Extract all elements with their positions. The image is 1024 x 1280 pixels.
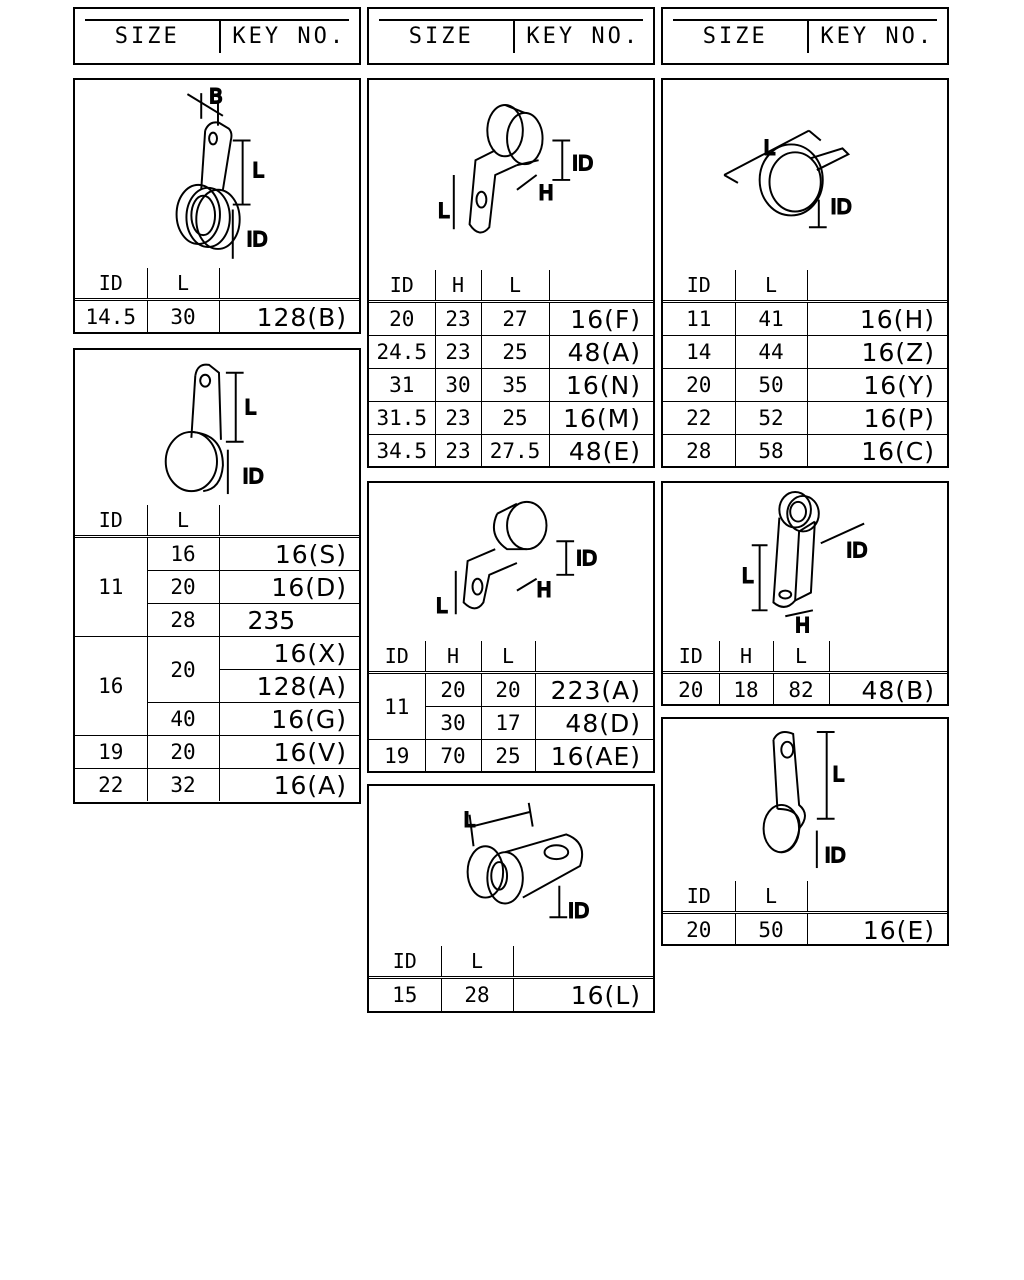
clamp-g-drawing bbox=[663, 483, 947, 641]
size-cell bbox=[219, 505, 359, 537]
size-cell: 24.5 bbox=[369, 336, 435, 369]
dim-id-label: ID bbox=[846, 539, 868, 563]
size-cell: 16 bbox=[75, 637, 147, 736]
size-cell: 44 bbox=[735, 336, 807, 369]
key-no-header: KEY NO. bbox=[820, 23, 935, 49]
size-cell: L bbox=[735, 881, 807, 913]
size-cell: 31.5 bbox=[369, 402, 435, 435]
key-no-cell: 16(V) bbox=[219, 736, 359, 769]
size-cell: 31 bbox=[369, 369, 435, 402]
size-cell: 20 bbox=[663, 673, 719, 707]
table-row bbox=[663, 402, 947, 435]
dim-id-label: ID bbox=[824, 844, 846, 868]
clamp-a-panel bbox=[73, 78, 361, 334]
table-row bbox=[663, 336, 947, 369]
dim-id-label: ID bbox=[568, 899, 590, 923]
clamp-c-table bbox=[369, 270, 653, 467]
size-cell: 11 bbox=[369, 673, 425, 740]
size-cell: 16 bbox=[147, 537, 219, 571]
size-cell: 22 bbox=[663, 402, 735, 435]
dim-id-label: ID bbox=[830, 195, 852, 219]
key-no-cell: 235 bbox=[219, 604, 359, 637]
size-cell bbox=[219, 268, 359, 300]
table-row bbox=[75, 300, 359, 334]
size-cell: H bbox=[719, 641, 773, 673]
size-cell: 27 bbox=[481, 302, 549, 336]
size-cell: 70 bbox=[425, 740, 481, 773]
size-cell: 50 bbox=[735, 913, 807, 947]
size-cell: 14.5 bbox=[75, 300, 147, 334]
key-no-cell: 16(F) bbox=[549, 302, 653, 336]
key-no-cell: 16(G) bbox=[219, 703, 359, 736]
size-cell: 22 bbox=[75, 769, 147, 802]
table-row bbox=[369, 978, 653, 1012]
size-cell: ID bbox=[663, 641, 719, 673]
key-no-header: KEY NO. bbox=[526, 23, 641, 49]
size-cell: L bbox=[481, 641, 535, 673]
size-cell: 35 bbox=[481, 369, 549, 402]
size-cell: 34.5 bbox=[369, 435, 435, 468]
table-row bbox=[663, 913, 947, 947]
clamp-a-drawing bbox=[75, 80, 359, 268]
table-row bbox=[369, 435, 653, 468]
table-row bbox=[663, 302, 947, 336]
table-row bbox=[369, 369, 653, 402]
key-no-cell: 48(D) bbox=[535, 707, 653, 740]
dim-id-label: ID bbox=[576, 546, 598, 570]
dim-b-label: B bbox=[209, 85, 223, 108]
size-cell bbox=[549, 270, 653, 302]
table-row bbox=[369, 740, 653, 773]
key-no-header: KEY NO. bbox=[232, 23, 347, 49]
size-cell: 58 bbox=[735, 435, 807, 468]
clamp-a-table bbox=[75, 268, 359, 333]
size-cell bbox=[513, 946, 653, 978]
size-cell: ID bbox=[663, 270, 735, 302]
table-row bbox=[369, 402, 653, 435]
header-col-1 bbox=[73, 7, 361, 65]
key-no-cell: 16(P) bbox=[807, 402, 947, 435]
size-cell: 20 bbox=[147, 571, 219, 604]
dim-h-label: H bbox=[536, 578, 552, 602]
size-cell: 20 bbox=[369, 302, 435, 336]
clamp-e-table bbox=[369, 946, 653, 1011]
size-cell: H bbox=[425, 641, 481, 673]
size-cell: 25 bbox=[481, 336, 549, 369]
size-cell: 23 bbox=[435, 435, 481, 468]
size-cell: 11 bbox=[75, 537, 147, 637]
table-row bbox=[75, 736, 359, 769]
clamp-g-panel bbox=[661, 481, 949, 706]
key-no-cell: 48(A) bbox=[549, 336, 653, 369]
size-cell: 82 bbox=[773, 673, 829, 707]
table-row bbox=[369, 336, 653, 369]
key-no-cell: 16(D) bbox=[219, 571, 359, 604]
size-cell bbox=[807, 270, 947, 302]
size-header: SIZE bbox=[114, 23, 180, 49]
key-no-cell: 16(M) bbox=[549, 402, 653, 435]
size-cell: L bbox=[735, 270, 807, 302]
size-cell bbox=[535, 641, 653, 673]
key-no-cell: 16(Z) bbox=[807, 336, 947, 369]
size-cell: 20 bbox=[481, 673, 535, 707]
key-no-cell: 16(C) bbox=[807, 435, 947, 468]
size-cell: 28 bbox=[441, 978, 513, 1012]
size-cell: 17 bbox=[481, 707, 535, 740]
size-cell: ID bbox=[369, 270, 435, 302]
dim-l-label: L bbox=[741, 564, 753, 588]
size-cell: 23 bbox=[435, 402, 481, 435]
size-cell: ID bbox=[369, 641, 425, 673]
clamp-h-table bbox=[663, 881, 947, 946]
key-no-cell: 48(B) bbox=[829, 673, 947, 707]
size-cell: ID bbox=[75, 268, 147, 300]
size-cell: 19 bbox=[75, 736, 147, 769]
clamp-d-drawing bbox=[369, 483, 653, 641]
key-no-cell: 16(N) bbox=[549, 369, 653, 402]
key-no-cell: 16(Y) bbox=[807, 369, 947, 402]
size-cell: 20 bbox=[425, 673, 481, 707]
key-no-cell: 16(E) bbox=[807, 913, 947, 947]
clamp-h-panel bbox=[661, 717, 949, 946]
size-cell: 28 bbox=[663, 435, 735, 468]
size-cell: 50 bbox=[735, 369, 807, 402]
clamp-f-table bbox=[663, 270, 947, 467]
size-cell: ID bbox=[663, 881, 735, 913]
table-row bbox=[663, 673, 947, 707]
key-no-cell: 48(E) bbox=[549, 435, 653, 468]
clamp-d-panel bbox=[367, 481, 655, 773]
size-cell: L bbox=[147, 268, 219, 300]
clamp-b-drawing bbox=[75, 350, 359, 505]
table-row bbox=[75, 637, 359, 670]
size-cell: 11 bbox=[663, 302, 735, 336]
size-cell: 14 bbox=[663, 336, 735, 369]
size-header: SIZE bbox=[408, 23, 474, 49]
size-cell: 27.5 bbox=[481, 435, 549, 468]
size-cell: 20 bbox=[663, 913, 735, 947]
dim-id-label: ID bbox=[246, 227, 268, 251]
key-no-cell: 223(A) bbox=[535, 673, 653, 707]
dim-l-label: L bbox=[436, 594, 448, 618]
header-col-3 bbox=[661, 7, 949, 65]
dim-id-label: ID bbox=[572, 152, 594, 176]
key-no-cell: 16(H) bbox=[807, 302, 947, 336]
clamp-e-panel bbox=[367, 784, 655, 1013]
size-header: SIZE bbox=[702, 23, 768, 49]
key-no-cell: 16(X) bbox=[219, 637, 359, 670]
size-cell: 23 bbox=[435, 302, 481, 336]
size-cell: 25 bbox=[481, 740, 535, 773]
clamp-c-drawing bbox=[369, 80, 653, 270]
size-cell: 32 bbox=[147, 769, 219, 802]
size-cell: 23 bbox=[435, 336, 481, 369]
dim-l-label: L bbox=[244, 396, 256, 420]
table-row bbox=[369, 302, 653, 336]
size-cell: 18 bbox=[719, 673, 773, 707]
table-row bbox=[663, 435, 947, 468]
dim-l-label: L bbox=[252, 158, 264, 182]
size-cell: ID bbox=[75, 505, 147, 537]
dim-h-label: H bbox=[538, 181, 554, 205]
dim-id-label: ID bbox=[242, 465, 264, 489]
key-no-cell: 128(A) bbox=[219, 670, 359, 703]
size-cell: 19 bbox=[369, 740, 425, 773]
key-no-cell: 16(A) bbox=[219, 769, 359, 802]
size-cell: 15 bbox=[369, 978, 441, 1012]
clamp-b-panel bbox=[73, 348, 361, 804]
header-col-2 bbox=[367, 7, 655, 65]
clamp-f-panel bbox=[661, 78, 949, 468]
size-cell: 30 bbox=[147, 300, 219, 334]
dim-l-label: L bbox=[463, 808, 475, 832]
size-cell: 20 bbox=[147, 736, 219, 769]
key-no-cell: 128(B) bbox=[219, 300, 359, 334]
table-row bbox=[75, 537, 359, 571]
dim-h-label: H bbox=[795, 614, 810, 638]
size-cell: 52 bbox=[735, 402, 807, 435]
dim-l-label: L bbox=[832, 763, 844, 787]
clamp-e-drawing bbox=[369, 786, 653, 946]
size-cell: 40 bbox=[147, 703, 219, 736]
table-row bbox=[369, 673, 653, 707]
clamp-c-panel bbox=[367, 78, 655, 468]
dim-l-label: L bbox=[438, 199, 450, 223]
size-cell: L bbox=[773, 641, 829, 673]
dim-l-label: L bbox=[763, 136, 775, 160]
clamp-b-table bbox=[75, 505, 359, 801]
key-no-cell: 16(AE) bbox=[535, 740, 653, 773]
clamp-h-drawing bbox=[663, 719, 947, 881]
size-cell: 30 bbox=[425, 707, 481, 740]
clamp-d-table bbox=[369, 641, 653, 772]
size-cell: 20 bbox=[663, 369, 735, 402]
size-cell: 28 bbox=[147, 604, 219, 637]
clamp-g-table bbox=[663, 641, 947, 706]
table-row bbox=[663, 369, 947, 402]
size-cell bbox=[829, 641, 947, 673]
key-no-cell: 16(L) bbox=[513, 978, 653, 1012]
table-row bbox=[75, 769, 359, 802]
size-cell: L bbox=[481, 270, 549, 302]
clamp-f-drawing bbox=[663, 80, 947, 270]
size-cell: L bbox=[147, 505, 219, 537]
size-cell: ID bbox=[369, 946, 441, 978]
key-no-cell: 16(S) bbox=[219, 537, 359, 571]
size-cell: 25 bbox=[481, 402, 549, 435]
size-cell: 20 bbox=[147, 637, 219, 703]
size-cell: 41 bbox=[735, 302, 807, 336]
size-cell: 30 bbox=[435, 369, 481, 402]
size-cell: H bbox=[435, 270, 481, 302]
size-cell bbox=[807, 881, 947, 913]
size-cell: L bbox=[441, 946, 513, 978]
